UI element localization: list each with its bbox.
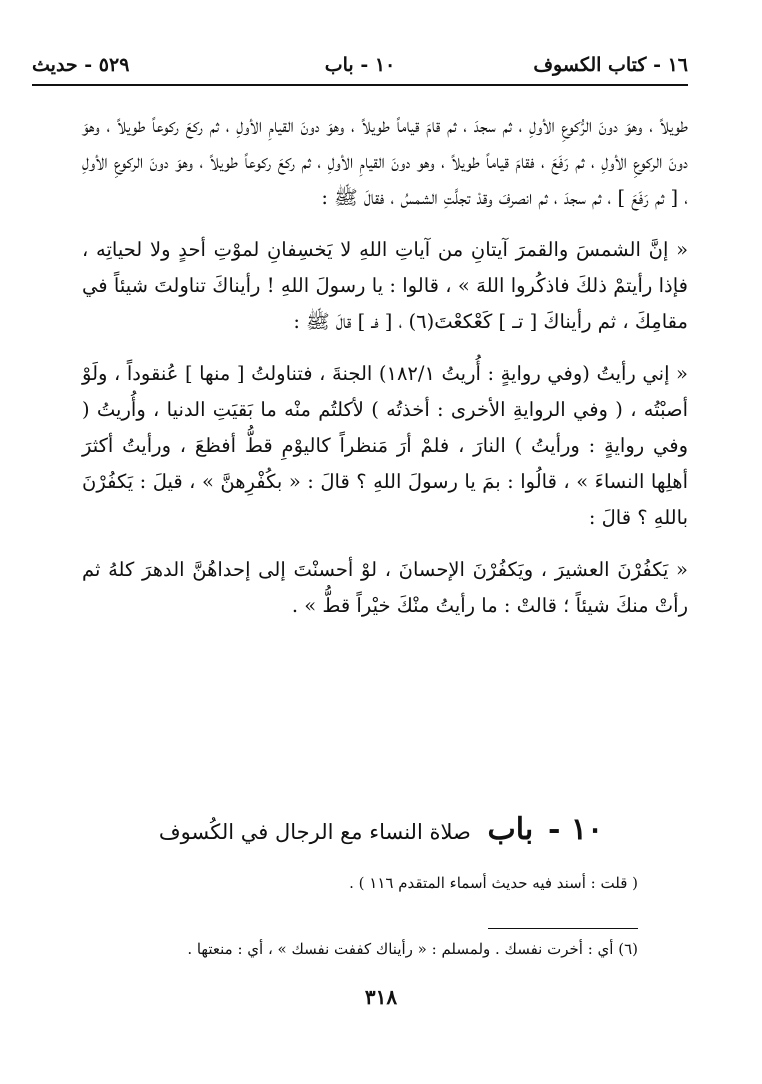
running-header bbox=[32, 48, 688, 86]
footnote: (٦) أي : أخرت نفسك . ولمسلم : « رأيناك كففت نفسك » ، أي : منعتها . bbox=[187, 940, 638, 958]
header-book-title: ١٦ - كتاب الكسوف bbox=[533, 54, 688, 76]
hadith-quote-paragraph: « إنَّ الشمسَ والقمرَ آيتانِ من آياتِ اللهِ لا يَخسِفانِ لموْتِ أحدٍ ولا لحياتِه ، فإذا رأيتمْ ذلكَ فاذكُروا اللهَ » ، قالوا : يا رسولَ اللهِ ! رأيناكَ تناولتَ شيئاً في مقامِكَ ، ثم رأيناكَ [ تـ ] كَعْكعْتَ(٦) ، [ فـ ] قالَ ﷺ : bbox=[82, 238, 688, 333]
hadith-quote-paragraph: « يَكفُرْنَ العشيرَ ، ويَكفُرْنَ الإحسانَ ، لوْ أحسنْتَ إلى إحداهُنَّ الدهرَ كلهُ ثم رأتْ منكَ شيئاً ؛ قالتْ : ما رأيتُ منْكَ خيْراً قطُّ » . bbox=[82, 558, 688, 617]
page-number: ٣١٨ bbox=[364, 985, 398, 1009]
hadith-quote-paragraph: « إني رأيتُ (وفي روايةٍ : أُريتُ ١٨٢/١) الجنةَ ، فتناولتُ [ منها ] عُنقوداً ، ولَوْ أصبْتُه ، ( وفي الروايةِ الأخرى : أخذتُه ) لأكلتُم منْه ما بَقيَتِ الدنيا ، وأُريتُ ( وفي روايةٍ : ورأيتُ ) النارَ ، فلمْ أرَ مَنظراً كاليوْمِ قطُّ أفظعَ ، ورأيتُ أكثرَ أهلِها النساءَ » ، قالُوا : بمَ يا رسولَ اللهِ ؟ قالَ : « بكُفْرِهنَّ » ، قيلَ : يَكفُرْنَ باللهِ ؟ قالَ : bbox=[82, 362, 688, 529]
header-chapter: ١٠ - باب bbox=[324, 54, 396, 76]
main-text bbox=[82, 108, 688, 640]
chapter-number: ١٠ - bbox=[547, 812, 604, 847]
narration-paragraph: طويلاً ، وهوَ دونَ الرُّكوعِ الأولِ ، ثم سجدَ ، ثم قامَ قياماً طويلاً ، وهوَ دونَ القيامِ الأولِ ، ثم ركعَ ركوعاً طويلاً ، وهوَ دونَ الركوعِ الأولِ ، ثم رَفَعَ ، فقامَ قياماً طويلاً ، وهو دونَ القيامِ الأولِ ، ثم ركعَ ركوعاً طويلاً ، وهوَ دونَ الركوعِ الأولِ ، [ ثم رَفَعَ ] ، ثم سجدَ ، ثم انصرفَ وقدْ تجلَّتِ الشمسُ ، فقالَ ﷺ : bbox=[82, 114, 688, 209]
editor-note: ( قلت : أسند فيه حديث أسماء المتقدم ١١٦ ) . bbox=[349, 874, 638, 892]
chapter-title: صلاة النساء مع الرجال في الكُسوف bbox=[158, 820, 471, 844]
chapter-heading bbox=[140, 812, 622, 847]
chapter-word: باب bbox=[487, 812, 534, 847]
header-hadith-number: ٥٢٩ - حديث bbox=[32, 54, 130, 76]
footnote-divider bbox=[488, 928, 638, 929]
